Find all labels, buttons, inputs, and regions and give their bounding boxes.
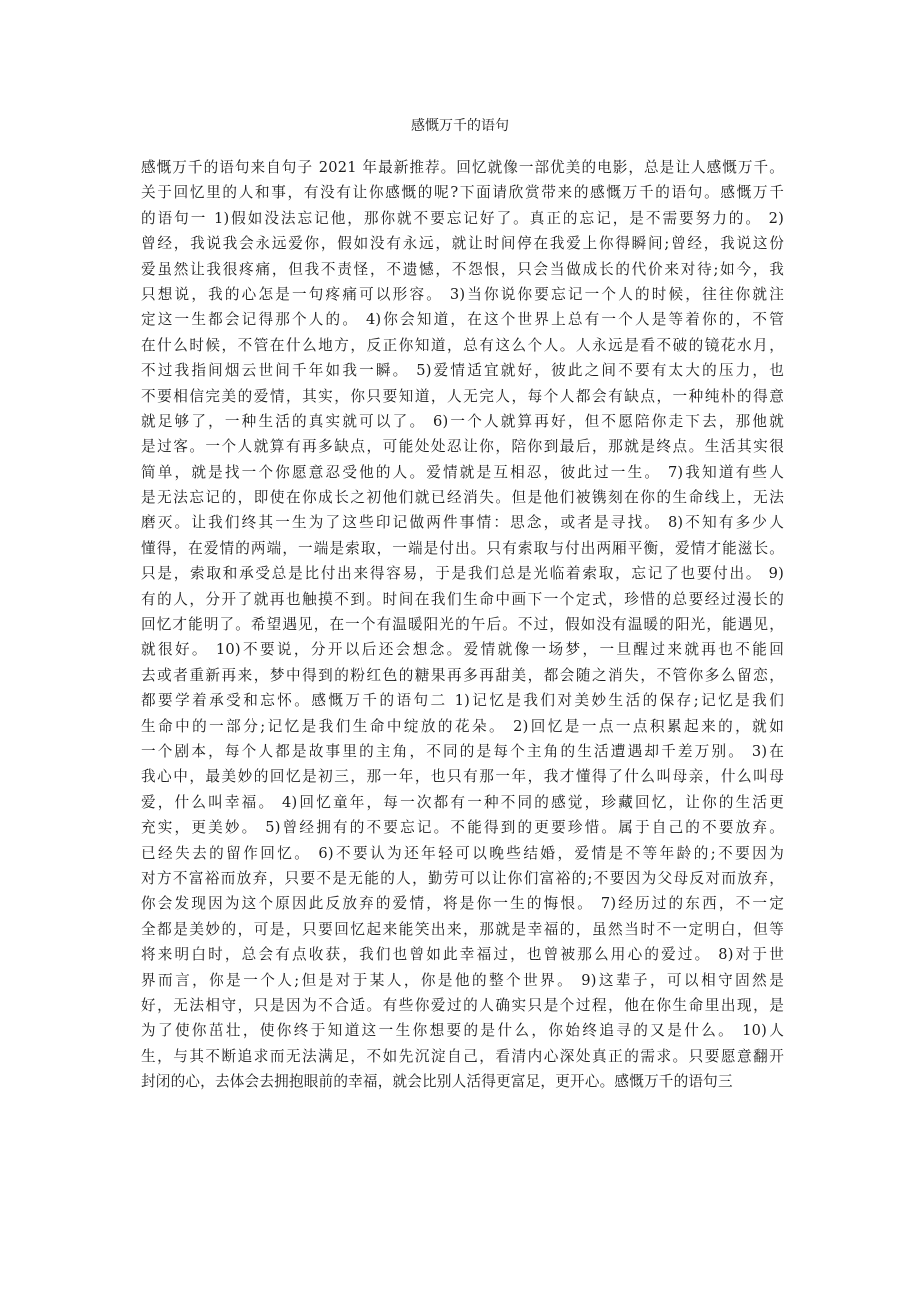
text-line: 生，与其不断追求而无法满足，不如先沉淀自己，看清内心深处真正的需求。只要愿意翻开 — [141, 1047, 784, 1065]
text-line: 就足够了，一种生活的真实就可以了。 6)一个人就算再好，但不愿陪你走下去，那他就 — [141, 412, 784, 430]
text-line: 你会发现因为这个原因此反放弃的爱情，将是你一生的悔恨。 7)经历过的东西，不一定 — [141, 895, 784, 913]
document-body — [141, 155, 784, 1094]
text-line: 为了使你茁壮，使你终于知道这一生你想要的是什么，你始终追寻的又是什么。 10)人 — [141, 1022, 784, 1040]
text-line: 界而言，你是一个人;但是对于某人，你是他的整个世界。 9)这辈子，可以相守固然是 — [141, 971, 784, 989]
text-line: 封闭的心，去体会去拥抱眼前的幸福，就会比别人活得更富足，更开心。感慨万千的语句三 — [141, 1073, 733, 1091]
text-line: 将来明白时，总会有点收获，我们也曾如此幸福过，也曾被那么用心的爱过。 8)对于世 — [141, 946, 784, 964]
text-line: 对方不富裕而放弃，只要不是无能的人，勤劳可以让你们富裕的;不要因为父母反对而放弃， — [141, 869, 784, 887]
text-line: 爱虽然让我很疼痛，但我不责怪，不遗憾，不怨恨，只会当做成长的代价来对待;如今，我 — [141, 260, 784, 278]
text-line: 全都是美妙的，可是，只要回忆起来能笑出来，那就是幸福的，虽然当时不一定明白，但等 — [141, 920, 784, 938]
text-line: 就很好。 10)不要说，分开以后还会想念。爱情就像一场梦，一旦醒过来就再也不能回 — [141, 641, 784, 659]
text-line: 充实，更美妙。 5)曾经拥有的不要忘记。不能得到的更要珍惜。属于自己的不要放弃。 — [141, 819, 784, 837]
text-line: 只想说，我的心怎是一句疼痛可以形容。 3)当你说你要忘记一个人的时候，往往你就注 — [141, 285, 784, 303]
text-line: 爱，什么叫幸福。 4)回忆童年，每一次都有一种不同的感觉，珍藏回忆，让你的生活更 — [141, 793, 784, 811]
text-line: 有的人，分开了就再也触摸不到。时间在我们生命中画下一个定式，珍惜的总要经过漫长的 — [141, 590, 784, 608]
text-line: 好，无法相守，只是因为不合适。有些你爱过的人确实只是个过程，他在你生命里出现，是 — [141, 996, 784, 1014]
text-line: 的语句一 1)假如没法忘记他，那你就不要忘记好了。真正的忘记，是不需要努力的。 2) — [141, 209, 784, 227]
text-line: 曾经，我说我会永远爱你，假如没有永远，就让时间停在我爱上你得瞬间;曾经，我说这份 — [141, 235, 784, 253]
text-line: 简单，就是找一个你愿意忍受他的人。爱情就是互相忍，彼此过一生。 7)我知道有些人 — [141, 463, 784, 481]
text-line: 我心中，最美妙的回忆是初三，那一年，也只有那一年，我才懂得了什么叫母亲，什么叫母 — [141, 768, 784, 786]
text-line: 关于回忆里的人和事，有没有让你感慨的呢?下面请欣赏带来的感慨万千的语句。感慨万千 — [141, 184, 784, 202]
text-line: 感慨万千的语句来自句子 2021 年最新推荐。回忆就像一部优美的电影，总是让人感慨万千。 — [141, 159, 784, 176]
text-line: 已经失去的留作回忆。 6)不要认为还年轻可以晚些结婚，爱情是不等年龄的;不要因为 — [141, 844, 784, 862]
text-line: 不过我指间烟云世间千年如我一瞬。 5)爱情适宜就好，彼此之间不要有太大的压力，也 — [141, 362, 784, 380]
text-line: 在什么时候，不管在什么地方，反正你知道，总有这么个人。人永远是看不破的镜花水月， — [141, 336, 784, 354]
text-line: 是过客。一个人就算有再多缺点，可能处处忍让你，陪你到最后，那就是终点。生活其实很 — [141, 438, 784, 456]
text-line: 定这一生都会记得那个人的。 4)你会知道，在这个世界上总有一个人是等着你的，不管 — [141, 311, 784, 329]
text-line: 是无法忘记的，即使在你成长之初他们就已经消失。但是他们被镌刻在你的生命线上，无法 — [141, 489, 784, 507]
text-line: 都要学着承受和忘怀。感慨万千的语句二 1)记忆是我们对美妙生活的保存;记忆是我们 — [141, 692, 784, 710]
text-line: 生命中的一部分;记忆是我们生命中绽放的花朵。 2)回忆是一点一点积累起来的，就如 — [141, 717, 784, 735]
document-title: 感慨万千的语句 — [411, 118, 509, 134]
text-line: 去或者重新再来，梦中得到的粉红色的糖果再多再甜美，都会随之消失，不管你多么留恋， — [141, 666, 784, 684]
text-line: 回忆才能明了。希望遇见，在一个有温暖阳光的午后。不过，假如没有温暖的阳光，能遇见， — [141, 616, 784, 634]
text-line: 磨灭。让我们终其一生为了这些印记做两件事情：思念，或者是寻找。 8)不知有多少人 — [141, 514, 784, 532]
text-line: 一个剧本，每个人都是故事里的主角，不同的是每个主角的生活遭遇却千差万别。 3)在 — [141, 742, 784, 760]
text-line: 懂得，在爱情的两端，一端是索取，一端是付出。只有索取与付出两厢平衡，爱情才能滋长。 — [141, 539, 784, 557]
text-line: 只是，索取和承受总是比付出来得容易，于是我们总是光临着索取，忘记了也要付出。 9) — [141, 565, 784, 583]
text-line: 不要相信完美的爱情，其实，你只要知道，人无完人，每个人都会有缺点，一种纯朴的得意 — [141, 387, 784, 405]
